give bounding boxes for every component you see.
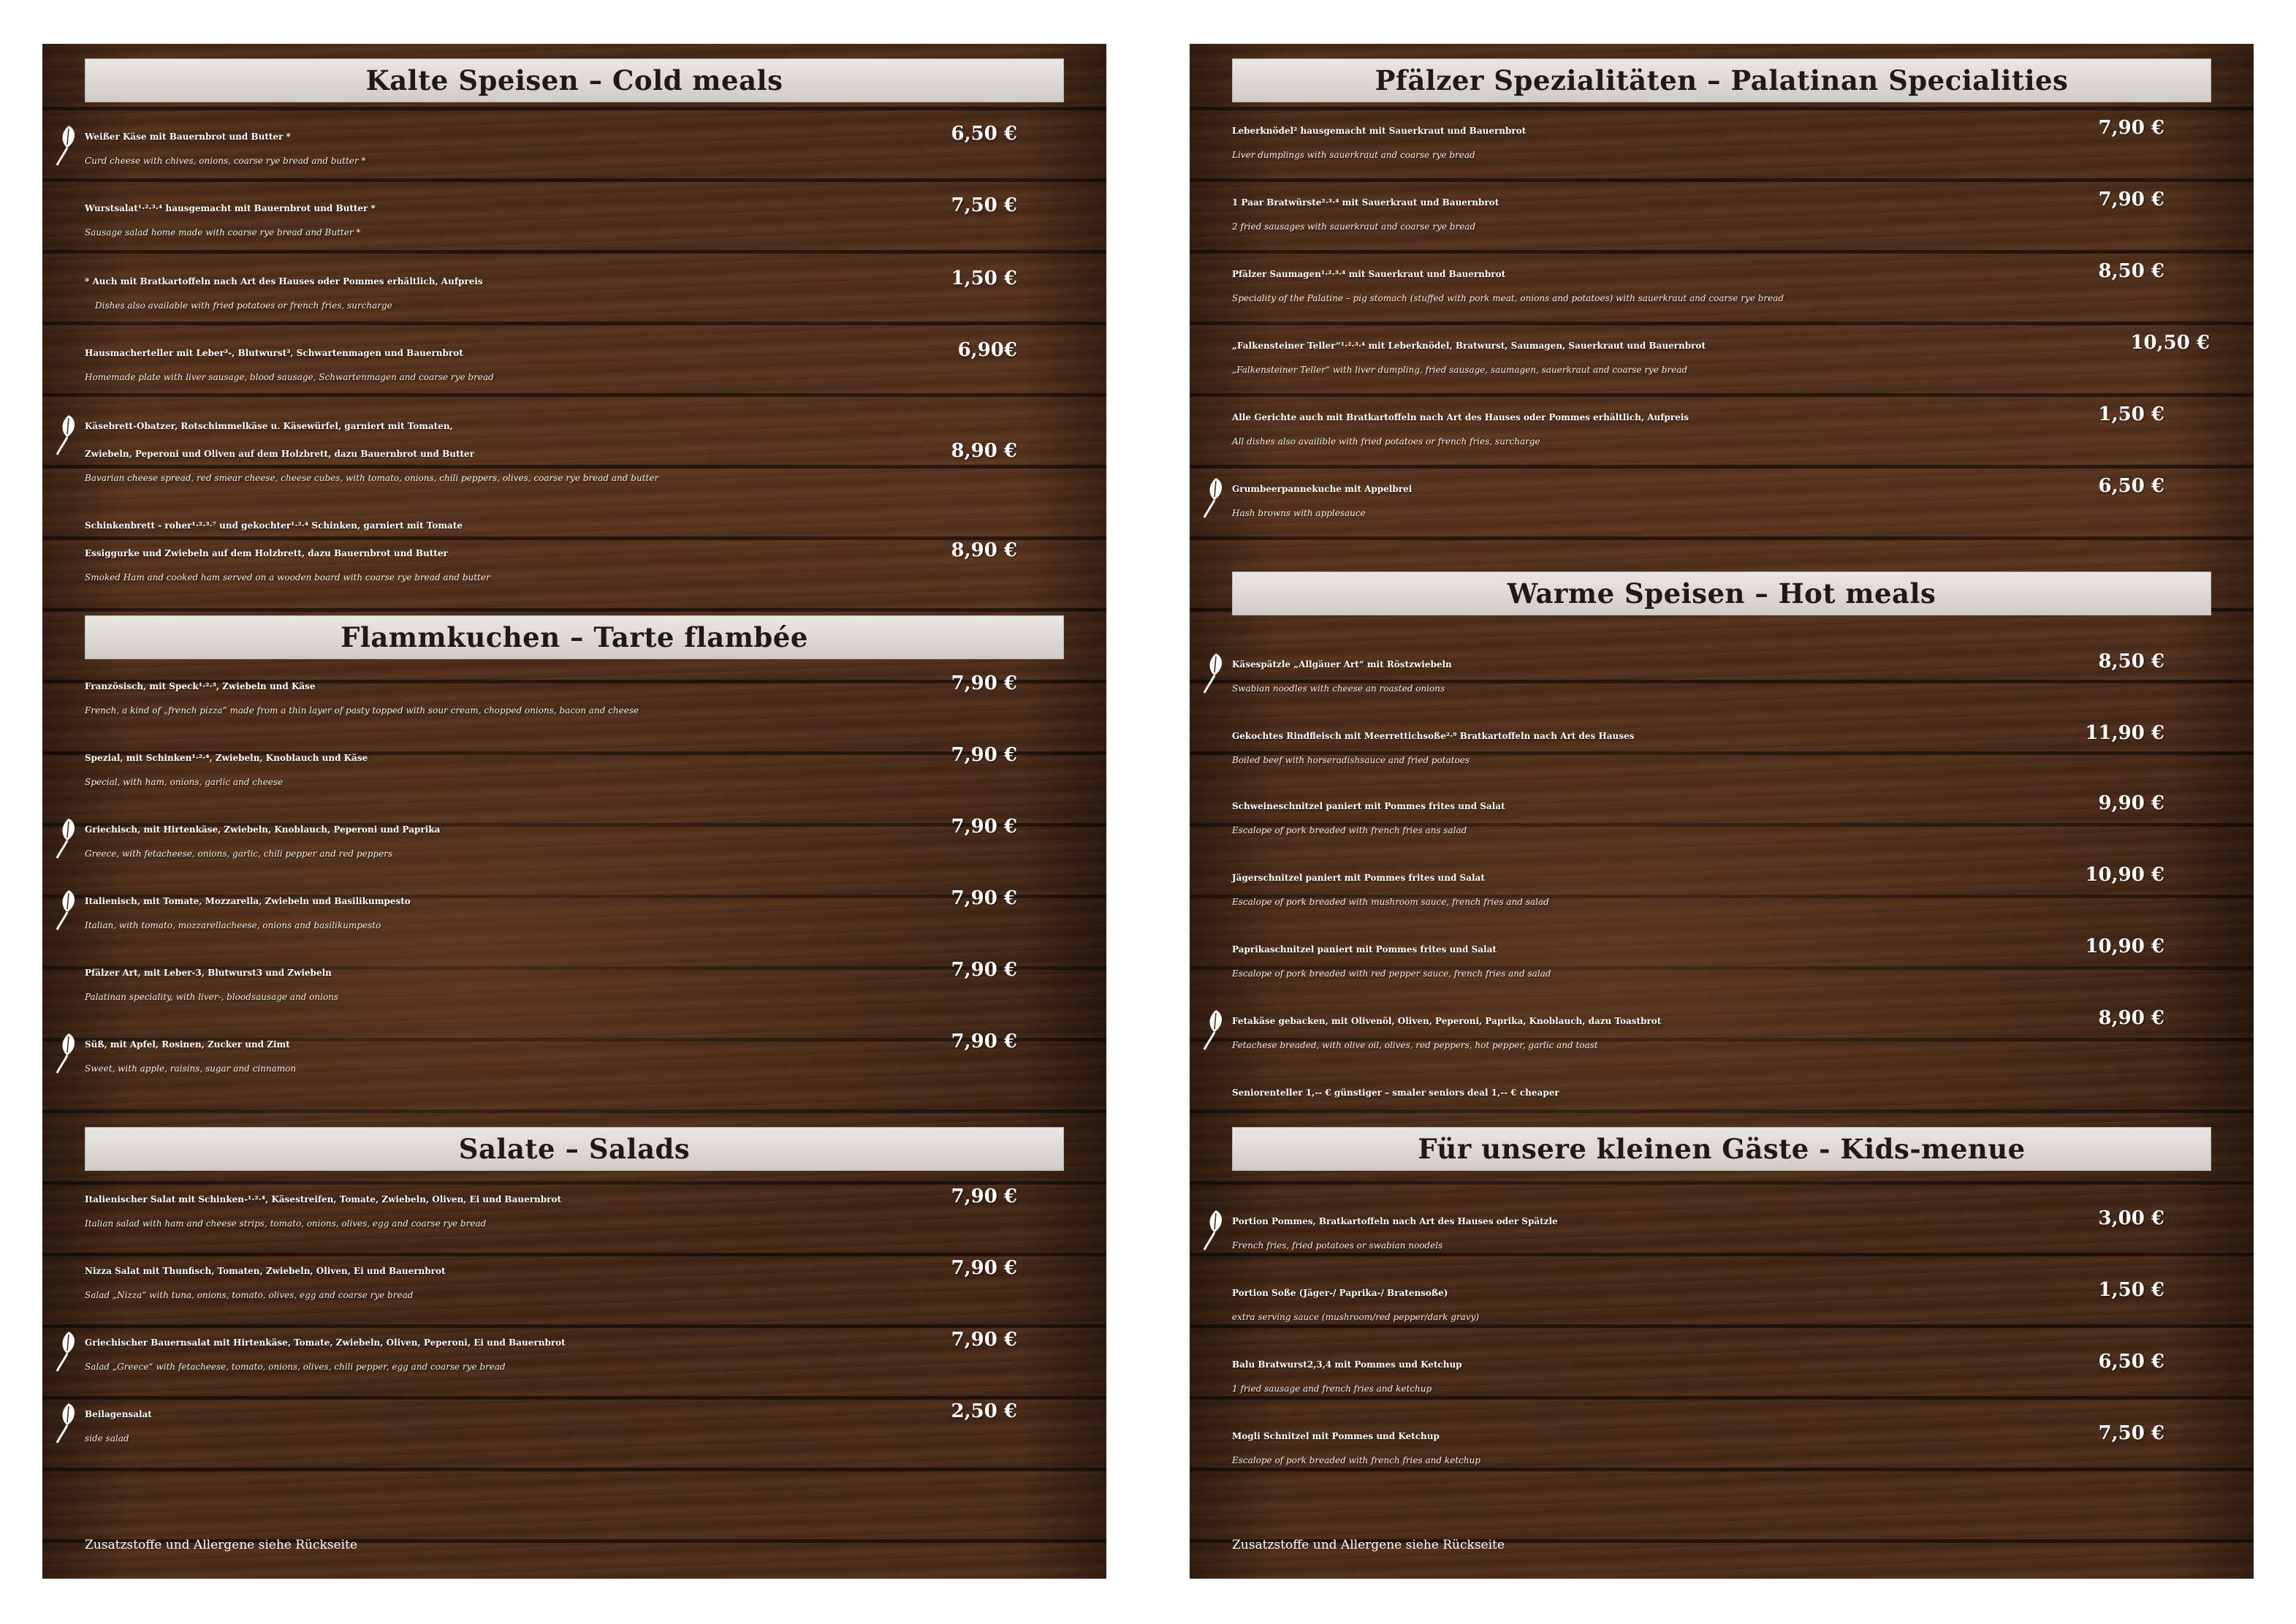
item-description: Salad „Greece“ with fetacheese, tomato, onions, olives, chili pepper, egg and coarse rye bread <box>85 1362 506 1372</box>
menu-item <box>85 887 1063 936</box>
menu-item <box>1232 117 2210 165</box>
item-name-line2: Essiggurke und Zwiebeln auf dem Holzbrett, dazu Bauernbrot und Butter <box>85 548 448 558</box>
item-price: 10,50 € <box>2130 332 2210 354</box>
item-description: French fries, fried potatoes or swabian noodels <box>1232 1240 1443 1251</box>
menu-item <box>85 959 1063 1007</box>
item-price: 8,50 € <box>2098 260 2164 282</box>
item-name: Portion Pommes, Bratkartoffeln nach Art des Hauses oder Spätzle <box>1232 1216 1558 1226</box>
item-description: Speciality of the Palatine – pig stomach (stuffed with pork meat, onions and potatoes) with sauerkraut and coarse rye bread <box>1232 293 1784 303</box>
item-name: 1 Paar Bratwürste²·³·⁴ mit Sauerkraut und Bauernbrot <box>1232 197 1499 208</box>
menu-item <box>85 1031 1063 1079</box>
item-name: Mogli Schnitzel mit Pommes und Ketchup <box>1232 1431 1440 1441</box>
item-name: Französisch, mit Speck¹·²·³, Zwiebeln und Käse <box>85 681 316 691</box>
menu-item <box>85 267 1063 316</box>
menu-page-left <box>42 44 1106 1579</box>
item-description: Escalope of pork breaded with french fries ans salad <box>1232 825 1467 835</box>
vegetarian-leaf-icon <box>1201 1007 1226 1051</box>
vegetarian-leaf-icon <box>1201 650 1226 694</box>
item-name: Käsespätzle „Allgäuer Art“ mit Röstzwiebeln <box>1232 659 1452 669</box>
item-description: Boiled beef with horseradishsauce and fried potatoes <box>1232 755 1470 765</box>
vegetarian-leaf-icon <box>54 1329 79 1373</box>
section-heading: Flammkuchen – Tarte flambée <box>85 615 1064 659</box>
menu-page-right <box>1190 44 2254 1579</box>
menu-item <box>1232 332 2210 380</box>
menu-item <box>1232 722 2210 770</box>
item-name: Alle Gerichte auch mit Bratkartoffeln nach Art des Hauses oder Pommes erhältlich, Aufpreis <box>1232 412 1689 422</box>
menu-item <box>1232 1207 2210 1256</box>
item-description: Escalope of pork breaded with red pepper sauce, french fries and salad <box>1232 968 1551 979</box>
menu-item <box>1232 936 2210 984</box>
allergen-footnote: Zusatzstoffe und Allergene siehe Rückseite <box>1232 1538 1505 1552</box>
vegetarian-leaf-icon <box>54 816 79 860</box>
item-description: Liver dumplings with sauerkraut and coarse rye bread <box>1232 150 1475 160</box>
menu-item <box>85 123 1063 171</box>
item-price: 1,50 € <box>2098 403 2164 425</box>
item-price: 6,50 € <box>2098 475 2164 497</box>
item-description: Palatinan speciality, with liver-, bloodsausage and onions <box>85 992 339 1002</box>
item-name: Grumbeerpannekuche mit Appelbrei <box>1232 484 1413 494</box>
menu-item <box>1232 1007 2210 1055</box>
item-description: Special, with ham, onions, garlic and cheese <box>85 777 284 787</box>
item-price: 7,90 € <box>951 887 1017 909</box>
item-name: Italienisch, mit Tomate, Mozzarella, Zwiebeln und Basilikumpesto <box>85 896 411 906</box>
item-description: French, a kind of „french pizza“ made from a thin layer of pasty topped with sour cream, chopped onions, bacon and cheese <box>85 705 639 716</box>
item-price: 7,90 € <box>2098 189 2164 210</box>
menu-item <box>85 744 1063 792</box>
item-description: Sweet, with apple, raisins, sugar and cinnamon <box>85 1063 297 1074</box>
item-price: 11,90 € <box>2085 722 2164 744</box>
item-description: Escalope of pork breaded with mushroom sauce, french fries and salad <box>1232 897 1549 907</box>
section-heading: Warme Speisen – Hot meals <box>1232 572 2211 615</box>
menu-item <box>1232 260 2210 308</box>
menu-item <box>85 1185 1063 1234</box>
menu-item <box>1232 475 2210 523</box>
item-description: Bavarian cheese spread, red smear cheese, cheese cubes, with tomato, onions, chili peppers, olives, coarse rye bread and butter <box>85 473 659 483</box>
section-heading: Kalte Speisen – Cold meals <box>85 58 1064 102</box>
item-description: Fetachese breaded, with olive oil, olives, red peppers, hot pepper, garlic and toast <box>1232 1040 1598 1050</box>
vegetarian-leaf-icon <box>1201 1207 1226 1251</box>
item-description: „Falkensteiner Teller“ with liver dumpling, fried sausage, saumagen, sauerkraut and coarse rye bread <box>1232 365 1688 375</box>
menu-item <box>85 339 1063 387</box>
item-price: 10,90 € <box>2085 864 2164 886</box>
item-name: Spezial, mit Schinken¹·²·⁴, Zwiebeln, Knoblauch und Käse <box>85 753 368 763</box>
item-description: Italian, with tomato, mozzarellacheese, onions and basilikumpesto <box>85 920 381 930</box>
item-price: 7,90 € <box>951 744 1017 766</box>
menu-item <box>85 672 1063 721</box>
item-price: 7,50 € <box>951 194 1017 216</box>
item-description: Smoked Ham and cooked ham served on a wooden board with coarse rye bread and butter <box>85 572 490 583</box>
item-price: 7,90 € <box>951 672 1017 694</box>
item-name: Schweineschnitzel paniert mit Pommes frites und Salat <box>1232 801 1505 811</box>
menu-item <box>85 194 1063 243</box>
item-name-line2: Zwiebeln, Peperoni und Oliven auf dem Holzbrett, dazu Bauernbrot und Butter <box>85 449 475 459</box>
item-price: 8,50 € <box>2098 650 2164 672</box>
item-price: 7,90 € <box>951 959 1017 981</box>
menu-item <box>1232 189 2210 237</box>
item-description: Dishes also available with fried potatoes or french fries, surcharge <box>95 300 392 311</box>
menu-item <box>85 816 1063 864</box>
item-description: Hash browns with applesauce <box>1232 508 1366 518</box>
item-name: * Auch mit Bratkartoffeln nach Art des Hauses oder Pommes erhältlich, Aufpreis <box>85 276 483 287</box>
item-description: Italian salad with ham and cheese strips, tomato, onions, olives, egg and coarse rye bread <box>85 1218 487 1229</box>
menu-item <box>85 412 1063 488</box>
item-name: Italienischer Salat mit Schinken-¹·²·⁴, Käsestreifen, Tomate, Zwiebeln, Oliven, Ei und Bauernbrot <box>85 1194 562 1204</box>
item-description: Salad „Nizza“ with tuna, onions, tomato, olives, egg and coarse rye bread <box>85 1290 414 1300</box>
item-price: 10,90 € <box>2085 936 2164 957</box>
item-description: Swabian noodles with cheese an roasted onions <box>1232 683 1445 694</box>
item-name: „Falkensteiner Teller“¹·²·³·⁴ mit Leberknödel, Bratwurst, Saumagen, Sauerkraut und Bauernbrot <box>1232 341 1706 351</box>
item-description: All dishes also availible with fried potatoes or french fries, surcharge <box>1232 436 1540 447</box>
menu-item <box>1232 1279 2210 1327</box>
menu-item <box>1232 1422 2210 1471</box>
section-heading: Pfälzer Spezialitäten – Palatinan Specialities <box>1232 58 2211 102</box>
section-heading: Für unsere kleinen Gäste - Kids-menue <box>1232 1127 2211 1171</box>
menu-item <box>1232 864 2210 912</box>
item-name: Gekochtes Rindfleisch mit Meerrettichsoße²·⁹ Bratkartoffeln nach Art des Hauses <box>1232 731 1635 741</box>
item-description: side salad <box>85 1433 129 1443</box>
item-description: Escalope of pork breaded with french fries and ketchup <box>1232 1455 1480 1465</box>
menu-item <box>85 512 1063 588</box>
item-price: 7,90 € <box>2098 117 2164 139</box>
vegetarian-leaf-icon <box>54 412 79 456</box>
item-name: Wurstsalat¹·²·³·⁴ hausgemacht mit Bauernbrot und Butter * <box>85 203 376 213</box>
item-price: 7,90 € <box>951 1185 1017 1207</box>
item-name: Beilagensalat <box>85 1409 152 1419</box>
item-name: Nizza Salat mit Thunfisch, Tomaten, Zwiebeln, Oliven, Ei und Bauernbrot <box>85 1266 446 1276</box>
allergen-footnote: Zusatzstoffe und Allergene siehe Rückseite <box>85 1538 357 1552</box>
item-price: 8,90 € <box>951 539 1017 561</box>
item-price: 7,50 € <box>2098 1422 2164 1444</box>
vegetarian-leaf-icon <box>54 887 79 931</box>
item-price: 7,90 € <box>951 1329 1017 1351</box>
senior-note <box>1232 1079 2210 1107</box>
menu-item <box>1232 1351 2210 1399</box>
item-name: Pfälzer Art, mit Leber-3, Blutwurst3 und Zwiebeln <box>85 968 332 978</box>
item-price: 7,90 € <box>951 816 1017 838</box>
item-name: Fetakäse gebacken, mit Olivenöl, Oliven, Peperoni, Paprika, Knoblauch, dazu Toastbrot <box>1232 1016 1662 1026</box>
item-name: Käsebrett-Obatzer, Rotschimmelkäse u. Käsewürfel, garniert mit Tomaten, <box>85 421 453 431</box>
item-description: extra serving sauce (mushroom/red pepper/dark gravy) <box>1232 1312 1480 1322</box>
item-name: Portion Soße (Jäger-/ Paprika-/ Bratensoße) <box>1232 1288 1448 1298</box>
item-name: Jägerschnitzel paniert mit Pommes frites und Salat <box>1232 873 1485 883</box>
vegetarian-leaf-icon <box>1201 475 1226 519</box>
menu-item <box>1232 792 2210 841</box>
item-price: 2,50 € <box>951 1400 1017 1422</box>
item-name: Leberknödel² hausgemacht mit Sauerkraut und Bauernbrot <box>1232 126 1527 136</box>
item-price: 8,90 € <box>2098 1007 2164 1029</box>
item-price: 3,00 € <box>2098 1207 2164 1229</box>
vegetarian-leaf-icon <box>54 123 79 167</box>
section-heading: Salate – Salads <box>85 1127 1064 1171</box>
vegetarian-leaf-icon <box>54 1400 79 1444</box>
item-name: Süß, mit Apfel, Rosinen, Zucker und Zimt <box>85 1039 290 1050</box>
menu-item <box>1232 403 2210 452</box>
vegetarian-leaf-icon <box>54 1031 79 1074</box>
item-name: Griechischer Bauernsalat mit Hirtenkäse, Tomate, Zwiebeln, Oliven, Peperoni, Ei und Bauernbrot <box>85 1337 566 1348</box>
item-price: 6,50 € <box>2098 1351 2164 1373</box>
item-name: Balu Bratwurst2,3,4 mit Pommes und Ketchup <box>1232 1359 1462 1370</box>
item-price: 1,50 € <box>2098 1279 2164 1301</box>
item-name: Schinkenbrett - roher¹·²·³·⁷ und gekochter¹·²·⁴ Schinken, garniert mit Tomate <box>85 520 463 531</box>
item-description: Greece, with fetacheese, onions, garlic, chili pepper and red peppers <box>85 849 393 859</box>
menu-item <box>85 1329 1063 1377</box>
menu-item <box>85 1257 1063 1305</box>
item-description: 2 fried sausages with sauerkraut and coarse rye bread <box>1232 221 1476 232</box>
item-price: 7,90 € <box>951 1031 1017 1052</box>
menu-item <box>1232 650 2210 699</box>
item-price: 8,90 € <box>951 440 1017 462</box>
item-description: 1 fried sausage and french fries and ketchup <box>1232 1384 1432 1394</box>
item-price: 1,50 € <box>951 267 1017 289</box>
item-description: Curd cheese with chives, onions, coarse rye bread and butter * <box>85 156 366 166</box>
item-name: Weißer Käse mit Bauernbrot und Butter * <box>85 132 291 142</box>
item-price: 6,90€ <box>957 339 1017 361</box>
item-name: Griechisch, mit Hirtenkäse, Zwiebeln, Knoblauch, Peperoni und Paprika <box>85 824 441 835</box>
item-description: Sausage salad home made with coarse rye bread and Butter * <box>85 227 361 238</box>
item-name: Paprikaschnitzel paniert mit Pommes frites und Salat <box>1232 944 1497 955</box>
senior-note-text: Seniorenteller 1,-- € günstiger – smaler seniors deal 1,-- € cheaper <box>1232 1088 1559 1098</box>
item-name: Pfälzer Saumagen¹·²·³·⁴ mit Sauerkraut und Bauernbrot <box>1232 269 1506 279</box>
item-description: Homemade plate with liver sausage, blood sausage, Schwartenmagen and coarse rye bread <box>85 372 494 382</box>
item-price: 7,90 € <box>951 1257 1017 1279</box>
item-price: 9,90 € <box>2098 792 2164 814</box>
menu-item <box>85 1400 1063 1449</box>
item-price: 6,50 € <box>951 123 1017 145</box>
item-name: Hausmacherteller mit Leber³-, Blutwurst³, Schwartenmagen und Bauernbrot <box>85 348 463 358</box>
